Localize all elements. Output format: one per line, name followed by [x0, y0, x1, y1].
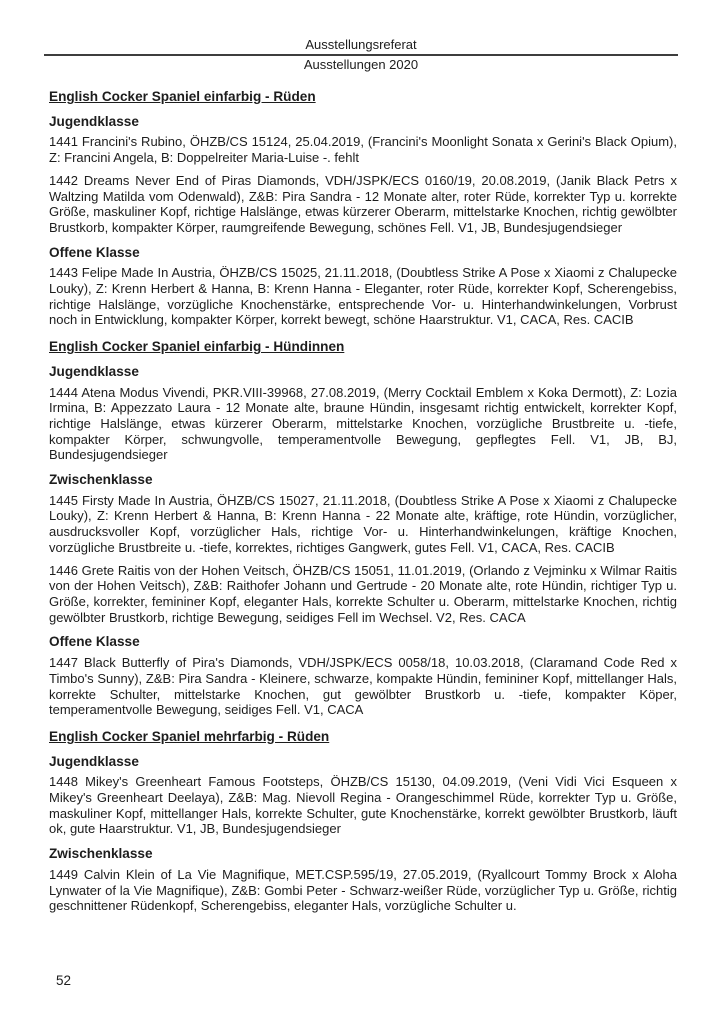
- entry-1448: 1448 Mikey's Greenheart Famous Footsteps, ÖHZB/CS 15130, 04.09.2019, (Veni Vidi Vici Esqueen x Mikey's Greenheart Deelaya), Z&B: Mag. Nievoll Regina - Orangeschimmel Rüde, korrekter Typ u. Größe, maskuliner Kopf, mittellanger Hals, korrekte Schulter, gute Knochenstärke, korrekt gewölbter Brustkorb, läuft ok, gute Haarstruktur. V1, JB, Bundesjugendsieger: [49, 774, 677, 837]
- class-heading-zwischenklasse: Zwischenklasse: [49, 846, 153, 862]
- header-divider: [44, 54, 678, 56]
- entry-1449: 1449 Calvin Klein of La Vie Magnifique, MET.CSP.595/19, 27.05.2019, (Ryallcourt Tommy Brock x Aloha Lynwater of la Vie Magnifique), Z&B: Gombi Peter - Schwarz-weißer Rüde, vorzüglicher Typ u. Größe, richtig geschnittener Rüdenkopf, Scherengebiss, eleganter Hals, vorzügliche Schulter u.: [49, 866, 677, 914]
- class-heading-offene-klasse: Offene Klasse: [49, 634, 140, 650]
- entry-1442: 1442 Dreams Never End of Piras Diamonds, VDH/JSPK/ECS 0160/19, 20.08.2019, (Janik Black Petrs x Waltzing Matilda vom Odenwald), Z&B: Pira Sandra - 12 Monate alter, roter Rüde, korrekter Typ u. korrekte Größe, maskuliner Kopf, richtige Halslänge, etwas kürzerer Oberarm, mittelstarke Knochen, richtig gewölbter Brustkorb, kompakter Körper, raumgreifende Bewegung, schönes Fell. V1, JB, Bundesjugendsieger: [49, 172, 677, 235]
- entry-1447: 1447 Black Butterfly of Pira's Diamonds, VDH/JSPK/ECS 0058/18, 10.03.2018, (Claramand Code Red x Timbo's Sunny), Z&B: Pira Sandra - Kleinere, schwarze, kompakte Hündin, femininer Kopf, mittellanger Hals, korrekte Schulter, mittelstarke Knochen, gut gewölbter Brustkorb u. -tiefe, kompakter Köper, temperamentvolle Bewegung, seidiges Fell. V1, CACA: [49, 655, 677, 718]
- entry-1441: 1441 Francini's Rubino, ÖHZB/CS 15124, 25.04.2019, (Francini's Moonlight Sonata x Gerini's Black Opium), Z: Francini Angela, B: Doppelreiter Maria-Luise -. fehlt: [49, 134, 677, 166]
- entry-1445: 1445 Firsty Made In Austria, ÖHZB/CS 15027, 21.11.2018, (Doubtless Strike A Pose x Xiaomi z Chalupecke Louky), Z: Krenn Herbert & Hanna, B: Krenn Hanna - 22 Monate alte, kräftige, rote Hündin, vorzüglicher, ausdrucksvoller Kopf, vorzüglicher Hals, richtige Vor- u. Hinterhandwinkelungen, kräftige Knochen, vorzügliche Brustbreite u. -tiefe, korrektes, richtiges Gangwerk, gutes Fell. V1, CACA, Res. CACIB: [49, 492, 677, 555]
- breed-heading-einfarbig-rueden: English Cocker Spaniel einfarbig - Rüden: [49, 89, 316, 104]
- header-office-line: Ausstellungsreferat: [305, 37, 417, 52]
- entry-1443: 1443 Felipe Made In Austria, ÖHZB/CS 15025, 21.11.2018, (Doubtless Strike A Pose x Xiaomi z Chalupecke Louky), Z: Krenn Herbert & Hanna, B: Krenn Hanna - Eleganter, roter Rüde, korrekter Kopf, Scherengebiss, richtige Halslänge, vorzügliche Knochenstärke, entsprechende Vor- u. Hinterhandwinkelungen, Vorbrust noch in Entwicklung, kompakter Körper, korrekt bewegt, schöne Haarstruktur. V1, CACA, Res. CACIB: [49, 265, 677, 328]
- header-title-line: Ausstellungen 2020: [303, 57, 419, 72]
- page-header: [0, 0, 722, 73]
- page-number: 52: [56, 973, 72, 988]
- class-heading-jugendklasse: Jugendklasse: [49, 113, 139, 129]
- page-content: [0, 89, 722, 914]
- class-heading-jugendklasse: Jugendklasse: [49, 363, 139, 379]
- class-heading-zwischenklasse: Zwischenklasse: [49, 472, 153, 488]
- breed-heading-mehrfarbig-rueden: English Cocker Spaniel mehrfarbig - Rüden: [49, 728, 330, 744]
- class-heading-jugendklasse: Jugendklasse: [49, 753, 139, 769]
- entry-1444: 1444 Atena Modus Vivendi, PKR.VIII-39968, 27.08.2019, (Merry Cocktail Emblem x Koka Dermott), Z: Lozia Irmina, B: Appezzato Laura - 12 Monate alte, braune Hündin, insgesamt richtig entwickelt, korrekter Kopf, richtige Halslänge, etwas kürzerer Oberarm, mittelstarke Knochen, vorzügliche Brustbreite u. -tiefe, kompakter Körper, schwungvolle, temperamentvolle Bewegung, gepflegtes Fell. V1, JB, BJ, Bundesjugendsieger: [49, 384, 677, 463]
- class-heading-offene-klasse: Offene Klasse: [49, 244, 140, 260]
- entry-1446: 1446 Grete Raitis von der Hohen Veitsch, ÖHZB/CS 15051, 11.01.2019, (Orlando z Vejminku x Wilmar Raitis von der Hohen Veitsch), Z&B: Raithofer Johann und Gertrude - 20 Monate alte, rote Hündin, richtiger Typ u. Größe, korrekter, femininer Kopf, eleganter Hals, korrekte Schulter u. Oberarm, mittelstarke Knochen, richtig gewölbter Brustkorb, richtige Bewegung, seidiges Fell im Wechsel. V2, Res. CACA: [49, 562, 677, 625]
- breed-heading-einfarbig-huendinnen: English Cocker Spaniel einfarbig - Hündinnen: [49, 339, 345, 355]
